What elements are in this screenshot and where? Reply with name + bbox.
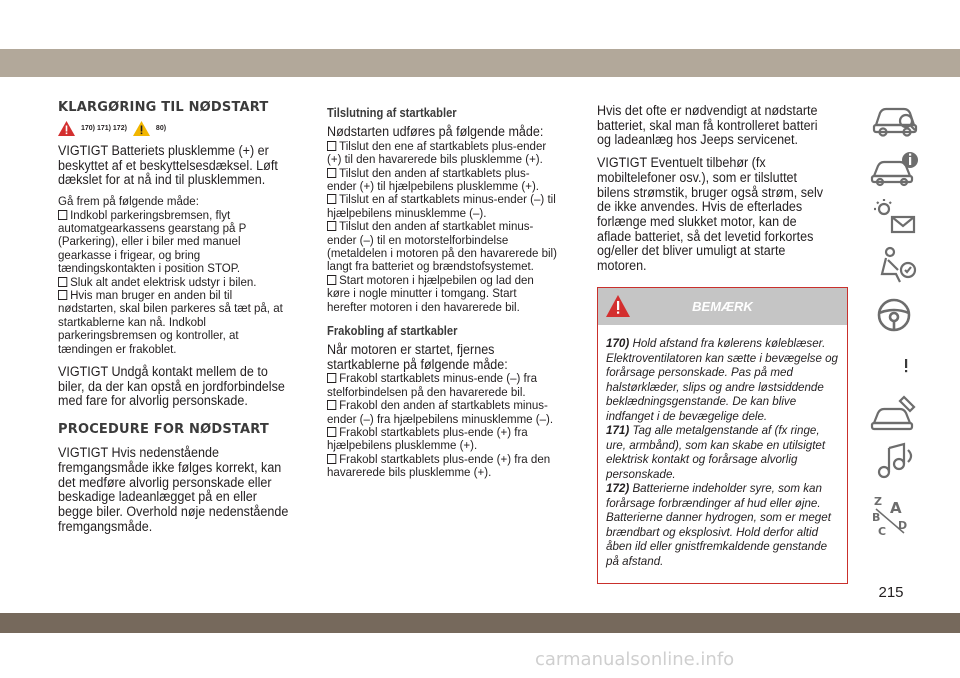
proceed-intro: Gå frem på følgende måde: [58,194,199,209]
list-item: Frakobl startkablets minus-ende (–) fra stelforbindelsen på den havarerede bil. [327,371,537,399]
list-item: Indkobl parkeringsbremsen, flyt automatgearkassens gearstang på P (Parkering), eller i biler med manuel gearkasse i frigear, og bring tændingskontakten i position STOP. [58,207,247,276]
tab-music-multimedia[interactable] [858,438,960,486]
checkbox-icon [327,141,336,151]
tab-dashboard-lights[interactable] [858,193,960,241]
list-item: Frakobl den anden af startkablets minus-ender (–) fra hjælpebilens minusklemme (–). [327,398,554,426]
list-item: Frakobl startkablets plus-ende (+) fra den havarerede bils plusklemme (+). [327,451,551,480]
right-column [597,104,849,274]
important-paragraph-2: VIGTIGT Undgå kontakt mellem de to biler, da der kan opstå en jordforbindelse med fare for alvorlig personskade. [58,363,285,409]
checkbox-icon [58,277,67,287]
warning-references [58,121,308,136]
tab-car-overview[interactable] [858,95,960,143]
tab-emergency[interactable] [858,340,960,388]
svg-text:B: B [872,511,881,524]
section-title: KLARGØRING TIL NØDSTART [58,100,269,115]
note-item: 170) Hold afstand fra kølerens køleblæser. Elektroventilatoren kan sætte i bevægelse og forårsage personskade. Pas på med halstørklæder, slips og andre løstsiddende beklædningsgenstande. De kan blive indfanget i de bevægelige dele. [606,337,839,423]
connect-subtitle: Tilslutning af startkabler [327,105,457,120]
dashboard-lights-icon [870,197,920,237]
checkbox-icon [327,427,336,437]
bottom-color-bar [0,613,960,633]
left-column [58,100,308,534]
checkbox-icon [327,454,336,464]
checkbox-icon [327,194,336,204]
svg-text:A: A [890,499,902,517]
top-color-bar [0,49,960,77]
svg-text:D: D [898,519,908,532]
checkbox-icon [58,210,67,220]
note-item: 172) Batterierne indeholder syre, som kan forårsage forbrændinger af hud eller øjne. Batterierne danner hydrogen, som er meget brændbart og eksplosivt. Hold derfor altid åben ild eller gnistfremkaldende genstande på afstand. [606,482,831,568]
checkbox-icon [327,221,336,231]
list-item: Tilslut den anden af startkablets plus-ender (+) til hjælpebilens plusklemme (+). [327,165,539,193]
checkbox-icon [58,290,67,300]
battery-check-paragraph: Hvis det ofte er nødvendigt at nødstarte batteriet, skal man få kontrolleret batteri og ladeanlæg hos Jeeps servicenet. [597,103,818,148]
list-item: Start motoren i hjælpebilen og lad den køre i nogle minutter i tomgang. Start herefter motoren i den havarerede bil. [327,272,534,314]
car-service-icon [870,393,920,433]
tab-index-az[interactable] [858,487,960,538]
list-item: Tilslut den anden af startkablet minus-ender (–) til en motorstelforbindelse (metaldelen i motoren på den havarerede bil) langt fra batteriet og brændstofsystemet. [327,219,557,274]
note-body [598,325,847,569]
danger-warning-icon [58,121,75,136]
note-title: BEMÆRK [692,299,753,314]
list-item: Sluk alt andet elektrisk udstyr i bilen. [58,276,291,289]
index-az-icon [870,491,920,539]
seat-safety-icon [870,246,920,286]
svg-text:C: C [878,525,887,538]
list-item: Tilslut en af startkablets minus-ender (–) til hjælpebilens minusklemme (–). [327,192,556,220]
tab-car-info[interactable] [858,144,960,192]
checkbox-icon [327,275,336,285]
caution-warning-icon [133,121,150,136]
note-header [598,288,847,325]
note-box [597,287,848,584]
caution-refs: 80) [155,125,167,132]
page-number: 215 [878,584,904,601]
emergency-icon [870,344,920,384]
tab-car-service[interactable] [858,389,960,437]
music-multimedia-icon [870,442,920,482]
car-overview-icon [870,99,920,139]
procedure-title: PROCEDURE FOR NØDSTART [58,422,269,438]
connect-intro: Nødstarten udføres på følgende måde: [327,124,544,139]
disconnect-subtitle: Frakobling af startkabler [327,322,458,338]
car-info-icon [870,148,920,188]
accessory-important-paragraph: VIGTIGT Eventuelt tilbehør (fx mobiltelefoner osv.), som er tilsluttet bilens strømstik, bruger også strøm, selv de ikke anvendes. Hvis de efterlades forlænge med slukket motor, kan de aflade batteriet, så det levetid forkortes og/eller det bliver umuligt at starte motoren. [597,155,824,274]
tab-seat-safety[interactable] [858,242,960,290]
checkbox-icon [327,400,336,410]
important-paragraph-1: VIGTIGT Batteriets plusklemme (+) er beskyttet af et beskyttelsesdæksel. Løft dækslet for at nå ind til plusklemmen. [58,143,278,188]
checkbox-icon [327,168,336,178]
danger-refs: 170) 171) 172) [81,125,127,132]
note-item: 171) Tag alle metalgenstande af (fx ringe, ure, armbånd), som kan skabe en utilsigtet elektrisk kontakt og forårsage alvorlig personskade. [606,424,826,481]
middle-column [327,105,575,480]
list-item: Frakobl startkablets plus-ende (+) fra hjælpebilens plusklemme (+). [327,425,528,453]
important-paragraph-3: VIGTIGT Hvis nedenstående fremgangsmåde ikke følges korrekt, kan det medføre alvorlig personskade eller beskadige ladeanlægget på en eller begge biler. Overhold nøje nedenstående fremgangsmåde. [58,445,289,534]
svg-text:Z: Z [874,495,882,508]
checkbox-icon [327,373,336,383]
steering-wheel-icon [870,295,920,335]
tab-steering-wheel[interactable] [858,291,960,339]
watermark: carmanualsonline.info [535,649,735,670]
list-item: Hvis man bruger en anden bil til nødstarten, skal bilen parkeres så tæt på, at startkablerne kan nå. Indkobl parkeringsbremsen og kontroller, at tændingen er frakoblet. [58,287,283,356]
list-item: Tilslut den ene af startkablets plus-ender (+) til den havarerede bils plusklemme (+). [327,138,547,167]
disconnect-intro: Når motoren er startet, fjernes startkablerne på følgende måde: [327,341,508,372]
